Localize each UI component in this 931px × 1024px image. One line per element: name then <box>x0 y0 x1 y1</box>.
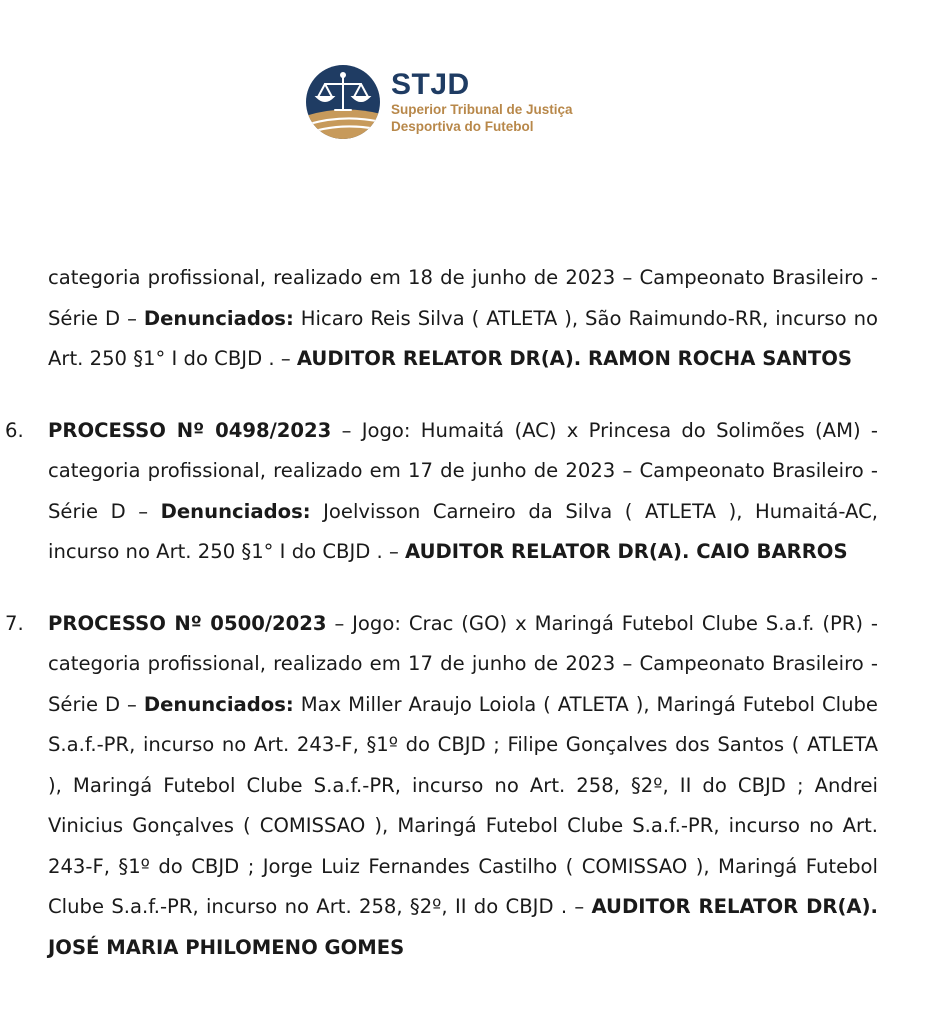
auditor-name: AUDITOR RELATOR DR(A). RAMON ROCHA SANTOS <box>296 347 852 370</box>
continuation-text: Hicaro Reis Silva ( ATLETA ), São Raimundo-RR, incurso no Art. 250 §1° I do CBJD . – <box>48 306 878 370</box>
document-body <box>5 258 879 968</box>
item-number: 7. <box>5 611 24 635</box>
continuation-paragraph <box>48 258 878 380</box>
list-item <box>5 411 878 573</box>
scales-of-justice-icon <box>305 64 381 140</box>
process-text: – Jogo: Crac (GO) x Maringá Futebol Clube S.a.f. (PR) - categoria profissional, realizado em 17 de junho de 2023 – Campeonato Brasileiro - Série D – <box>48 611 879 716</box>
logo-subtitle-line2: Desportiva do Futebol <box>391 119 534 134</box>
logo-subtitle-line1: Superior Tribunal de Justiça <box>391 102 573 117</box>
denounced-label: Denunciados: <box>160 499 311 523</box>
process-text: Max Miller Araujo Loiola ( ATLETA ), Maringá Futebol Clube S.a.f.-PR, incurso no Art. 243-F, §1º do CBJD ; Filipe Gonçalves dos Santos ( ATLETA ), Maringá Futebol Clube S.a.f.-PR, incurso no Art. 258, §2º, II do CBJD ; Andrei Vinicius Gonçalves ( COMISSAO ), Maringá Futebol Clube S.a.f.-PR, incurso no Art. 243-F, §1º do CBJD ; Jorge Luiz Fernandes Castilho ( COMISSAO ), Maringá Futebol Clube S.a.f.-PR, incurso no Art. 258, §2º, II do CBJD . – <box>48 692 878 918</box>
continuation-text: categoria profissional, realizado em 18 de junho de 2023 – Campeonato Brasileiro - Série D – <box>48 266 878 330</box>
process-text: – Jogo: Humaitá (AC) x Princesa do Solimões (AM) - categoria profissional, realizado em 17 de junho de 2023 – Campeonato Brasileiro - Série D – <box>48 418 878 523</box>
denounced-label: Denunciados: <box>143 692 294 716</box>
auditor-name: AUDITOR RELATOR DR(A). CAIO BARROS <box>405 540 848 563</box>
auditor-name: AUDITOR RELATOR DR(A). JOSÉ MARIA PHILOMENO GOMES <box>48 895 878 959</box>
process-text: Joelvisson Carneiro da Silva ( ATLETA ), Humaitá-AC, incurso no Art. 250 §1° I do CBJD . – <box>48 499 878 563</box>
stjd-logo <box>305 64 573 140</box>
logo-title: STJD <box>391 68 470 101</box>
item-number: 6. <box>5 418 24 442</box>
process-number: PROCESSO Nº 0500/2023 <box>48 611 327 635</box>
list-item <box>5 604 879 969</box>
process-number: PROCESSO Nº 0498/2023 <box>48 418 332 442</box>
denounced-label: Denunciados: <box>143 306 294 330</box>
